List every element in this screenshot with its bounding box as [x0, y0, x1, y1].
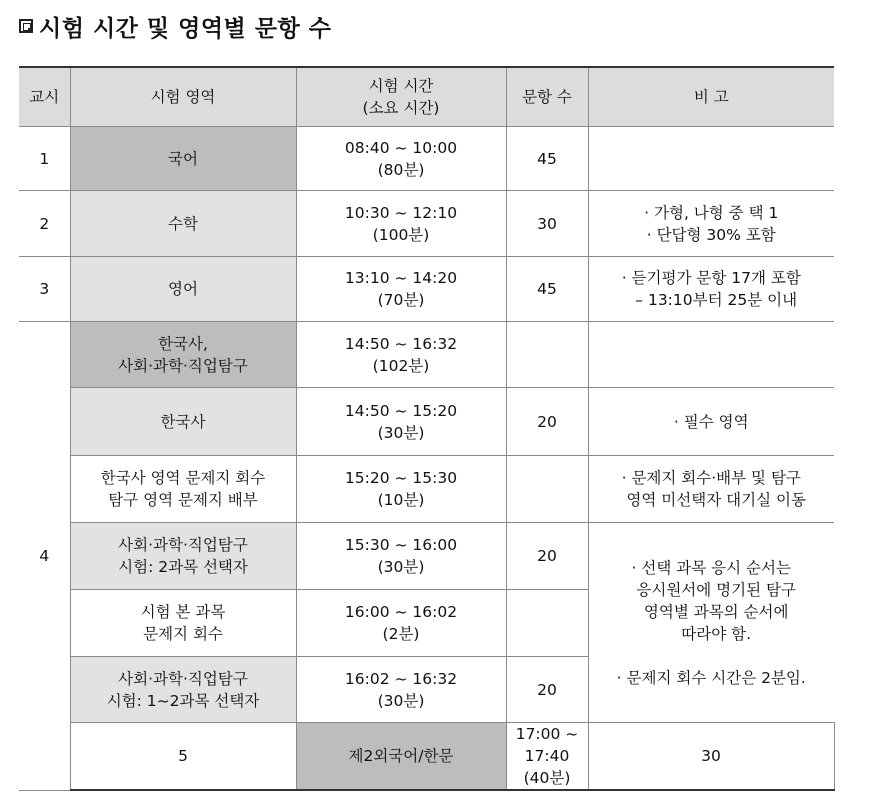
note-line: 영역 미선택자 대기실 이동	[616, 491, 806, 509]
count-cell	[506, 590, 588, 657]
time-duration: (30분)	[377, 691, 425, 710]
table-row	[19, 127, 834, 191]
note-line: 영역별 과목의 순서에	[634, 602, 789, 621]
area-cell	[70, 523, 296, 590]
area-cell: 제2외국어/한문	[296, 723, 506, 791]
area-line: 사회·과학·직업탐구	[118, 536, 248, 554]
time-cell	[296, 322, 506, 388]
time-range: 16:00 ~ 16:02	[344, 603, 458, 621]
count-cell: 45	[506, 127, 588, 191]
area-cell: 국어	[70, 127, 296, 191]
note-spacer	[593, 645, 831, 667]
page-title	[19, 6, 331, 46]
area-line: 시험 본 과목	[140, 603, 226, 621]
note-cell	[588, 322, 834, 388]
table-row	[19, 322, 834, 388]
area-cell	[70, 456, 296, 523]
time-duration: (30분)	[377, 423, 425, 442]
count-cell: 20	[506, 523, 588, 590]
note-line: · 문제지 회수·배부 및 탐구	[621, 469, 801, 487]
note-line: · 문제지 회수 시간은 2분임.	[616, 668, 806, 687]
header-time	[296, 67, 506, 127]
area-line: 탐구 영역 문제지 배부	[108, 491, 258, 509]
area-cell	[70, 590, 296, 657]
area-line: 시험: 1~2과목 선택자	[106, 691, 260, 710]
area-line: 문제지 회수	[143, 625, 223, 643]
header-time-line: 시험 시간	[368, 77, 434, 95]
area-cell	[70, 322, 296, 388]
count-cell: 20	[506, 388, 588, 456]
note-cell	[588, 257, 834, 322]
time-cell	[296, 456, 506, 523]
time-range: 15:30 ~ 16:00	[344, 536, 458, 554]
time-duration: (40분)	[523, 769, 571, 787]
area-line: 한국사 영역 문제지 회수	[100, 469, 266, 487]
time-cell	[296, 127, 506, 191]
table-row	[19, 191, 834, 257]
note-line: · 가형, 나형 중 택 1	[644, 203, 779, 222]
note-cell	[588, 127, 834, 191]
time-duration: (2분)	[382, 625, 420, 643]
header-area: 시험 영역	[70, 67, 296, 127]
note-cell	[588, 456, 834, 523]
area-cell	[70, 657, 296, 723]
count-cell: 30	[588, 723, 834, 791]
time-cell	[296, 523, 506, 590]
time-range: 08:40 ~ 10:00	[344, 138, 458, 157]
count-cell	[506, 456, 588, 523]
time-duration: (30분)	[377, 558, 425, 576]
header-time-line: (소요 시간)	[362, 99, 440, 117]
time-cell	[296, 657, 506, 723]
time-cell	[296, 191, 506, 257]
note-line: · 선택 과목 응시 순서는	[631, 558, 791, 577]
time-range: 17:00 ~ 17:40	[515, 725, 579, 765]
time-range: 13:10 ~ 14:20	[344, 269, 458, 287]
area-cell: 한국사	[70, 388, 296, 456]
table-row	[19, 257, 834, 322]
time-duration: (102분)	[372, 356, 430, 375]
time-cell	[296, 257, 506, 322]
area-line: 사회·과학·직업탐구	[118, 669, 248, 688]
table-row	[19, 523, 834, 590]
exam-schedule-table	[19, 66, 834, 791]
time-range: 10:30 ~ 12:10	[344, 203, 458, 222]
note-cell	[588, 523, 834, 723]
count-cell: 30	[506, 191, 588, 257]
area-cell: 수학	[70, 191, 296, 257]
header-count: 문항 수	[506, 67, 588, 127]
time-cell	[296, 388, 506, 456]
count-cell	[506, 322, 588, 388]
time-range: 14:50 ~ 15:20	[344, 401, 458, 420]
area-line: 사회·과학·직업탐구	[118, 356, 248, 375]
time-range: 16:02 ~ 16:32	[344, 669, 458, 688]
note-line: 응시원서에 명기된 탐구	[626, 580, 796, 599]
time-cell	[506, 723, 588, 791]
period-cell: 2	[19, 191, 70, 257]
note-cell	[588, 388, 834, 456]
table-header-row	[19, 67, 834, 127]
table-row	[19, 456, 834, 523]
note-line: · 필수 영역	[673, 412, 749, 431]
section-box-icon	[19, 19, 33, 33]
note-line: – 13:10부터 25분 이내	[625, 291, 798, 309]
note-cell	[588, 191, 834, 257]
period-cell: 5	[70, 723, 296, 791]
note-line: 따라야 함.	[671, 624, 752, 643]
time-duration: (70분)	[377, 291, 425, 309]
time-duration: (10분)	[377, 491, 425, 509]
header-period: 교시	[19, 67, 70, 127]
note-line: · 단답형 30% 포함	[646, 225, 776, 244]
note-line: · 듣기평가 문항 17개 포함	[621, 269, 801, 287]
period-cell: 3	[19, 257, 70, 322]
page-title-text: 시험 시간 및 영역별 문항 수	[39, 15, 332, 42]
count-cell: 45	[506, 257, 588, 322]
time-duration: (80분)	[377, 160, 425, 179]
header-note: 비 고	[588, 67, 834, 127]
period-cell: 4	[19, 322, 70, 791]
table-row	[19, 723, 834, 791]
area-line: 한국사,	[158, 334, 208, 353]
time-duration: (100분)	[372, 225, 430, 244]
count-cell: 20	[506, 657, 588, 723]
time-range: 14:50 ~ 16:32	[344, 334, 458, 353]
time-cell	[296, 590, 506, 657]
area-cell: 영어	[70, 257, 296, 322]
area-line: 시험: 2과목 선택자	[118, 558, 248, 576]
time-range: 15:20 ~ 15:30	[344, 469, 458, 487]
table-row	[19, 388, 834, 456]
period-cell: 1	[19, 127, 70, 191]
